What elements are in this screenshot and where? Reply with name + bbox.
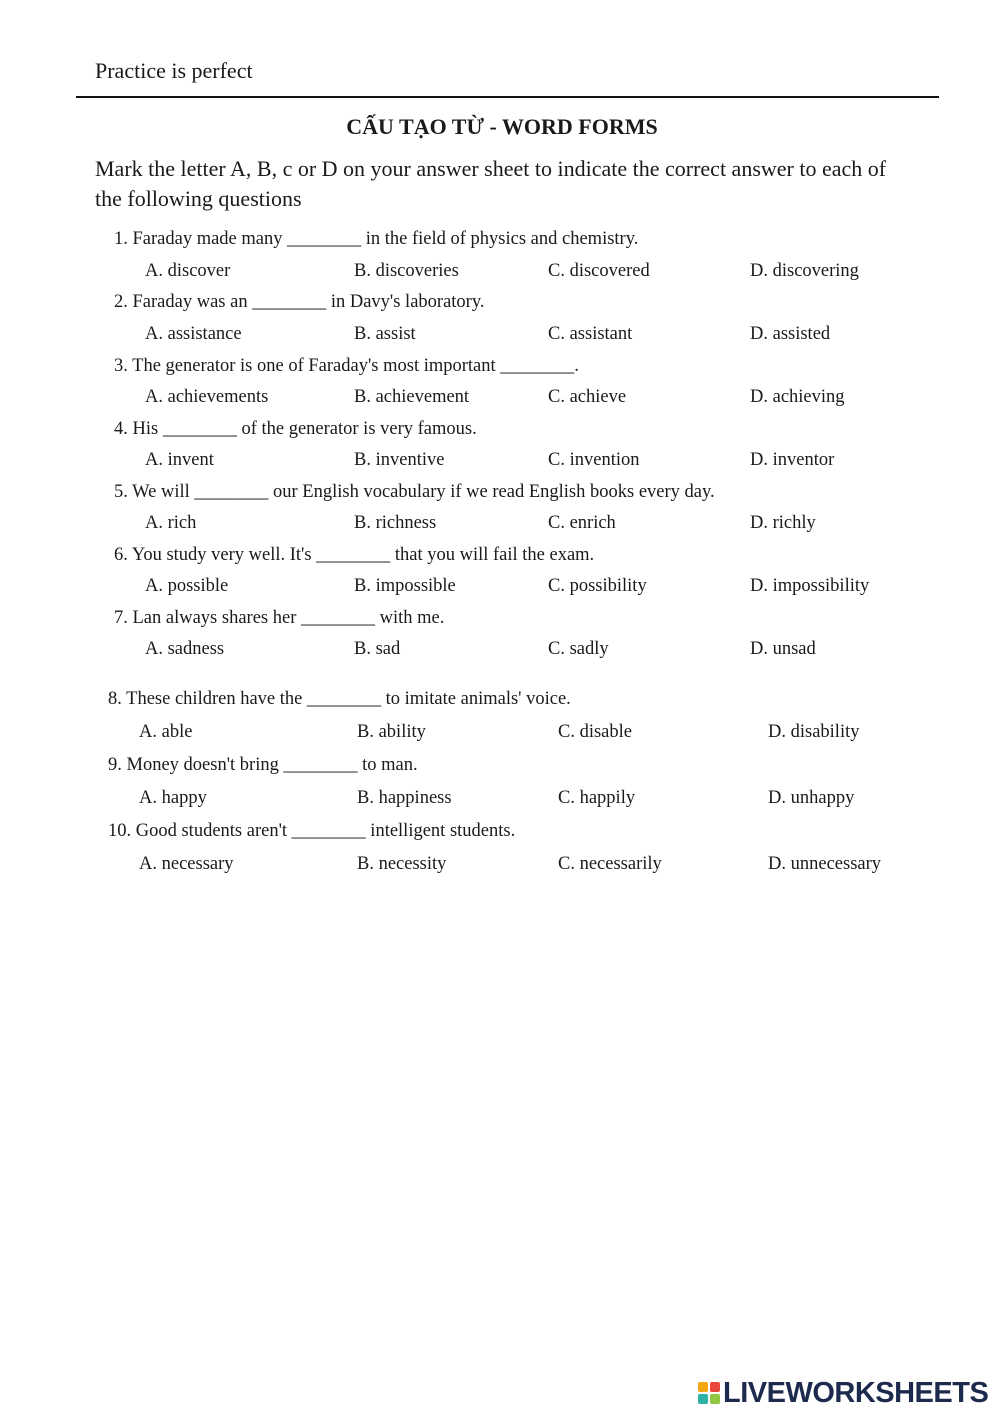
option-c[interactable]: C. disable — [558, 722, 632, 742]
option-d[interactable]: D. richly — [750, 513, 816, 533]
instructions: Mark the letter A, B, c or D on your answer sheet to indicate the correct answer to each of the following questions — [95, 156, 887, 211]
option-c[interactable]: C. necessarily — [558, 854, 662, 874]
question-stem: 4. His ________ of the generator is very famous. — [114, 419, 477, 439]
option-b[interactable]: B. richness — [354, 513, 437, 533]
option-a[interactable]: A. happy — [139, 788, 207, 808]
option-b[interactable]: B. happiness — [357, 788, 452, 808]
option-c[interactable]: C. sadly — [548, 639, 609, 659]
option-c[interactable]: C. possibility — [548, 576, 647, 596]
option-c[interactable]: C. invention — [548, 450, 640, 470]
option-a[interactable]: A. discover — [145, 261, 231, 281]
option-a[interactable]: A. necessary — [139, 854, 234, 874]
question-stem: 3. The generator is one of Faraday's most important ________. — [114, 356, 579, 376]
option-a[interactable]: A. rich — [145, 513, 197, 533]
header-divider — [76, 96, 939, 98]
option-a[interactable]: A. able — [139, 722, 193, 742]
option-b[interactable]: B. necessity — [357, 854, 447, 874]
option-c[interactable]: C. discovered — [548, 261, 650, 281]
option-c[interactable]: C. happily — [558, 788, 636, 808]
option-b[interactable]: B. discoveries — [354, 261, 459, 281]
option-d[interactable]: D. assisted — [750, 324, 831, 344]
option-d[interactable]: D. unhappy — [768, 788, 855, 808]
option-b[interactable]: B. ability — [357, 722, 426, 742]
option-d[interactable]: D. discovering — [750, 261, 859, 281]
question-stem: 5. We will ________ our English vocabulary if we read English books every day. — [114, 482, 715, 502]
page-header-text: Practice is perfect — [95, 58, 253, 83]
option-d[interactable]: D. unnecessary — [768, 854, 882, 874]
option-a[interactable]: A. sadness — [145, 639, 225, 659]
option-d[interactable]: D. inventor — [750, 450, 835, 470]
question-stem: 8. These children have the ________ to imitate animals' voice. — [108, 689, 571, 709]
liveworksheets-logo — [698, 1376, 988, 1410]
question-stem: 6. You study very well. It's ________ that you will fail the exam. — [114, 545, 595, 565]
option-c[interactable]: C. enrich — [548, 513, 616, 533]
option-b[interactable]: B. achievement — [354, 387, 470, 407]
option-b[interactable]: B. inventive — [354, 450, 445, 470]
logo-square-2 — [710, 1382, 720, 1392]
question-stem: 7. Lan always shares her ________ with me. — [114, 608, 445, 628]
logo-text: LIVEWORKSHEETS — [723, 1376, 989, 1409]
option-c[interactable]: C. achieve — [548, 387, 627, 407]
option-a[interactable]: A. assistance — [145, 324, 242, 344]
question-stem: 10. Good students aren't ________ intelligent students. — [108, 821, 516, 841]
option-b[interactable]: B. sad — [354, 639, 401, 659]
option-d[interactable]: D. disability — [768, 722, 860, 742]
question-stem: 9. Money doesn't bring ________ to man. — [108, 755, 418, 775]
logo-mark-icon — [698, 1382, 720, 1404]
option-b[interactable]: B. assist — [354, 324, 416, 344]
worksheet-title: CẤU TẠO TỪ - WORD FORMS — [346, 114, 658, 139]
logo-square-4 — [710, 1394, 720, 1404]
question-stem: 1. Faraday made many ________ in the field of physics and chemistry. — [114, 229, 639, 249]
question-stem: 2. Faraday was an ________ in Davy's laboratory. — [114, 292, 485, 312]
option-a[interactable]: A. possible — [145, 576, 229, 596]
option-d[interactable]: D. unsad — [750, 639, 816, 659]
option-a[interactable]: A. invent — [145, 450, 214, 470]
option-c[interactable]: C. assistant — [548, 324, 633, 344]
option-b[interactable]: B. impossible — [354, 576, 456, 596]
logo-square-3 — [698, 1394, 708, 1404]
option-d[interactable]: D. achieving — [750, 387, 845, 407]
option-d[interactable]: D. impossibility — [750, 576, 870, 596]
logo-square-1 — [698, 1382, 708, 1392]
option-a[interactable]: A. achievements — [145, 387, 269, 407]
